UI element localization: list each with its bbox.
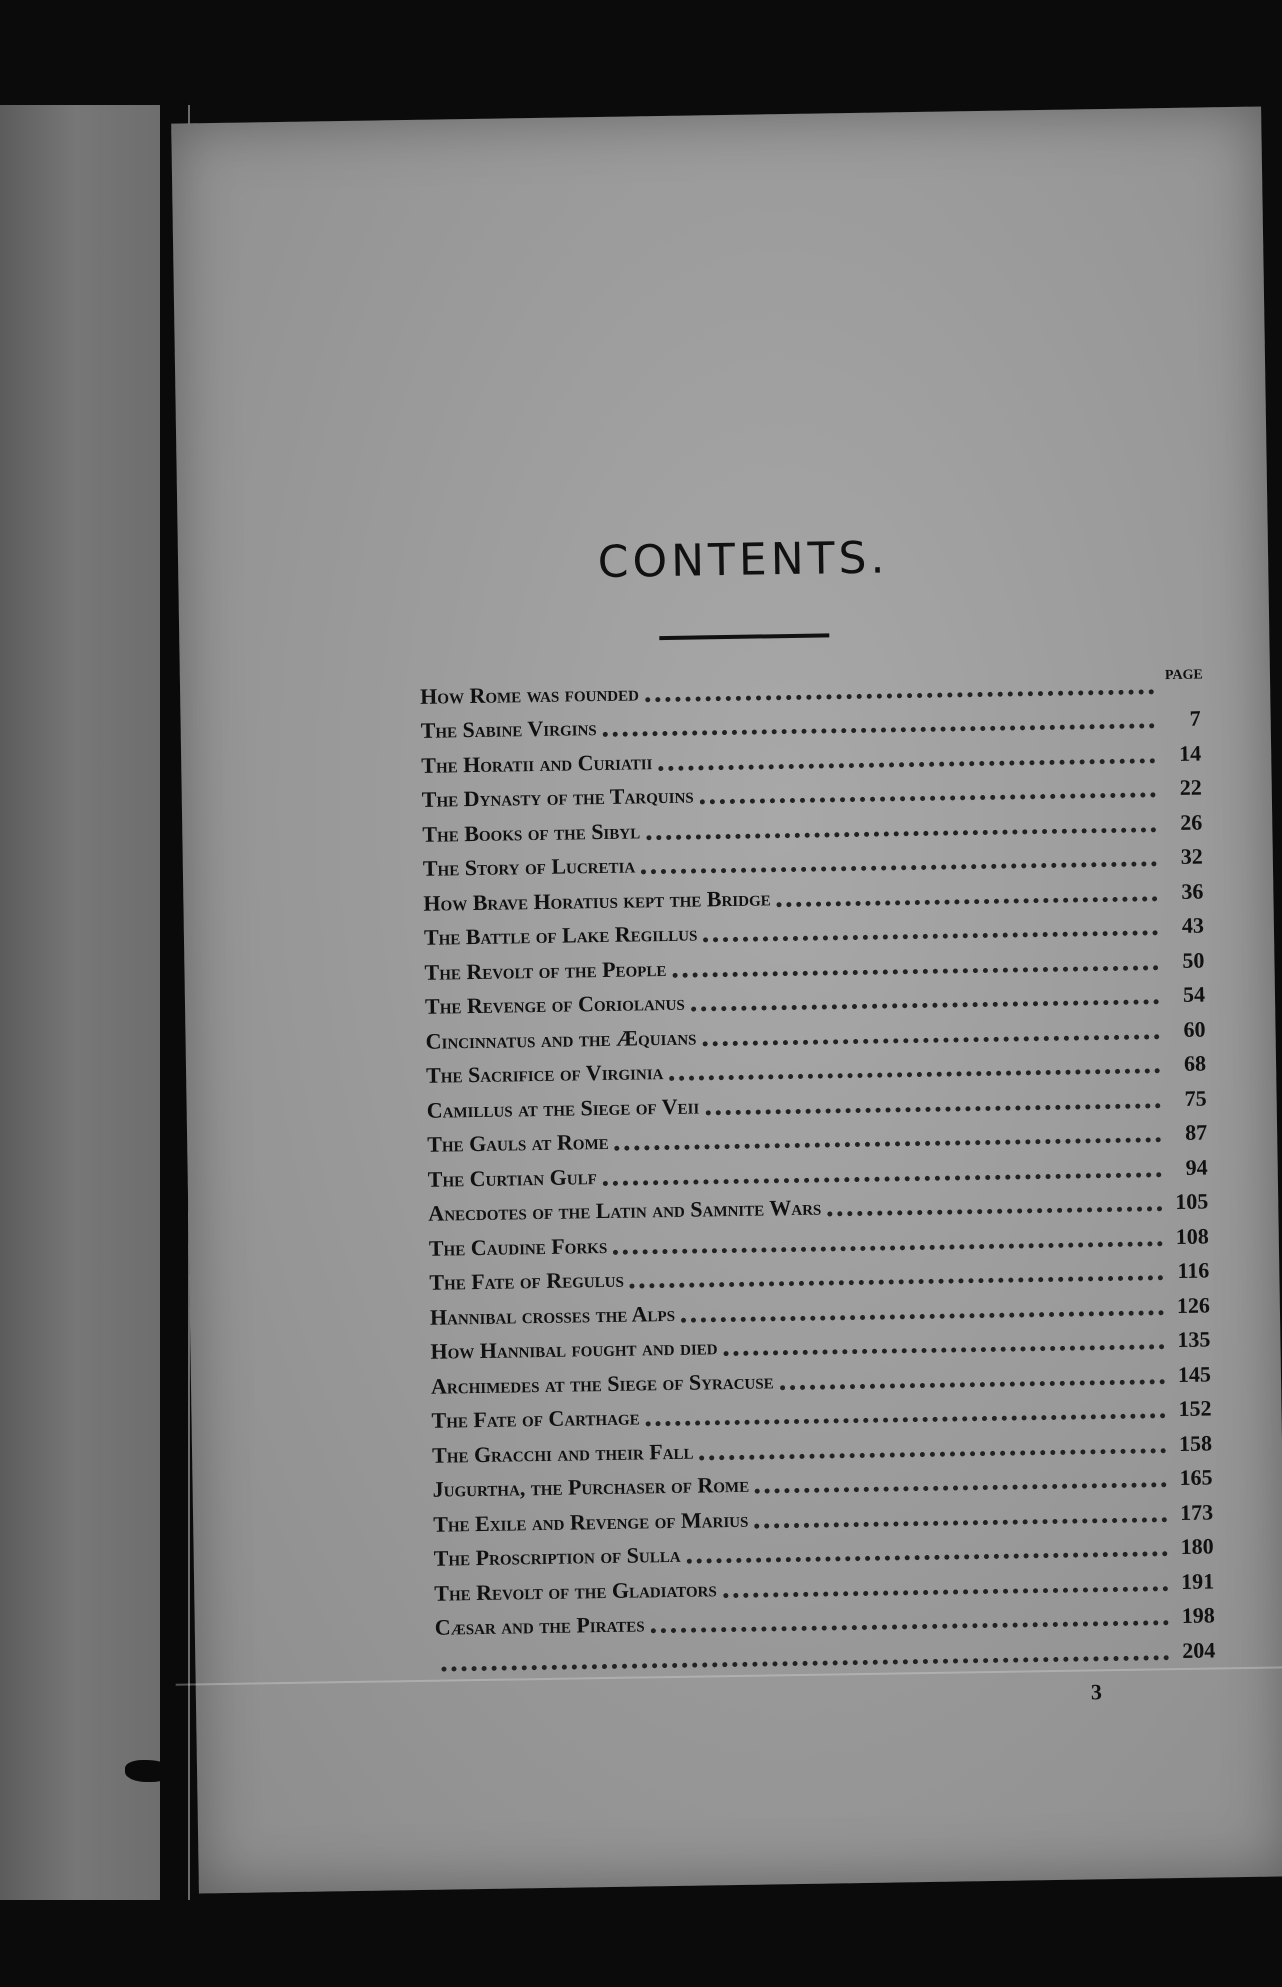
toc-entry-title: Anecdotes of the Latin and Samnite Wars: [428, 1194, 822, 1226]
toc-entry-page: 173: [1179, 1498, 1214, 1525]
toc-entry-page: 32: [1180, 843, 1203, 869]
toc-entry-title: The Books of the Sibyl: [422, 817, 641, 847]
toc-entry-page: 145: [1177, 1360, 1212, 1387]
toc-entry-title: The Gracchi and their Fall: [431, 1438, 694, 1468]
dot-leader: [827, 1206, 1162, 1216]
toc-entry-page: 105: [1175, 1188, 1209, 1215]
toc-entry-title: The Fate of Regulus: [429, 1266, 624, 1295]
toc-entry-title: The Revolt of the Gladiators: [434, 1575, 717, 1606]
page-number: 3: [1090, 1679, 1103, 1705]
toc-entry-title: Hannibal crosses the Alps: [429, 1300, 676, 1330]
toc-entry-title: The Revolt of the People: [424, 955, 667, 985]
title-rule: [659, 633, 829, 640]
toc-entry-title: The Sacrifice of Virginia: [425, 1059, 664, 1088]
toc-entry-page: 94: [1185, 1154, 1208, 1180]
toc-entry-page: 135: [1177, 1326, 1211, 1353]
toc-entry-page: 126: [1176, 1292, 1211, 1318]
toc-entry-page: 14: [1178, 740, 1202, 766]
toc-entry-title: Archimedes at the Siege of Syracuse: [430, 1367, 774, 1399]
toc-entry-title: The Story of Lucretia: [422, 852, 636, 881]
toc-entry-title: The Proscription of Sulla: [433, 1541, 681, 1571]
toc-entry-page: 26: [1180, 809, 1203, 835]
toc-entry-page: 54: [1182, 981, 1206, 1007]
page-column-header: PAGE: [1164, 667, 1203, 684]
toc-entry-page: 165: [1179, 1464, 1213, 1490]
toc-entry-title: Cincinnatus and the Æquians: [425, 1024, 697, 1054]
toc-entry-title: Jugurtha, the Purchaser of Rome: [432, 1471, 750, 1502]
toc-entry-page: 68: [1183, 1050, 1207, 1076]
toc-entry-page: 43: [1181, 912, 1205, 938]
toc-entry-page: 116: [1177, 1257, 1210, 1284]
toc-entry-page: 75: [1184, 1085, 1207, 1111]
table-of-contents: [420, 663, 1216, 1676]
toc-entry-title: The Curtian Gulf: [427, 1163, 597, 1192]
toc-entry-title: Cæsar and the Pirates: [434, 1611, 645, 1640]
toc-entry-page: 158: [1178, 1429, 1213, 1456]
toc-entry-page: 7: [1189, 705, 1201, 731]
toc-entry-title: Camillus at the Siege of Veii: [426, 1092, 700, 1123]
toc-entry-page: 22: [1179, 774, 1202, 800]
toc-entry-title: The Fate of Carthage: [431, 1404, 640, 1433]
toc-entry-title: The Caudine Forks: [428, 1232, 608, 1261]
ink-blot: [125, 1760, 173, 1782]
toc-entry-title: The Horatii and Curiatii: [421, 748, 653, 778]
dot-leader: [441, 1655, 1169, 1671]
toc-entry-page: 191: [1180, 1567, 1215, 1594]
toc-entry-page: 152: [1178, 1395, 1212, 1422]
toc-entry-page: 204: [1182, 1636, 1216, 1663]
toc-entry-title: The Dynasty of the Tarquins: [421, 782, 694, 812]
toc-entry-page: 87: [1184, 1119, 1208, 1145]
toc-entry-title: How Brave Horatius kept the Bridge: [423, 884, 771, 916]
toc-entry-page: 198: [1181, 1602, 1215, 1628]
toc-entry-title: The Exile and Revenge of Marius: [432, 1506, 749, 1537]
toc-entry-page: 60: [1183, 1016, 1206, 1042]
toc-entry-title: How Rome was founded: [419, 679, 640, 709]
toc-entry-title: How Hannibal fought and died: [430, 1334, 718, 1364]
contents-page: [171, 107, 1282, 1894]
toc-entry-page: 50: [1182, 947, 1205, 973]
toc-entry-title: The Battle of Lake Regillus: [423, 920, 698, 950]
toc-entry-title: The Sabine Virgins: [420, 715, 597, 743]
toc-entry-page: 180: [1180, 1533, 1214, 1559]
toc-entry-page: 108: [1175, 1223, 1209, 1249]
page-title: CONTENTS.: [597, 532, 889, 589]
toc-entry-title: The Revenge of Coriolanus: [424, 989, 685, 1019]
toc-entry-title: The Gauls at Rome: [427, 1128, 609, 1157]
toc-entry-page: 36: [1181, 878, 1204, 904]
